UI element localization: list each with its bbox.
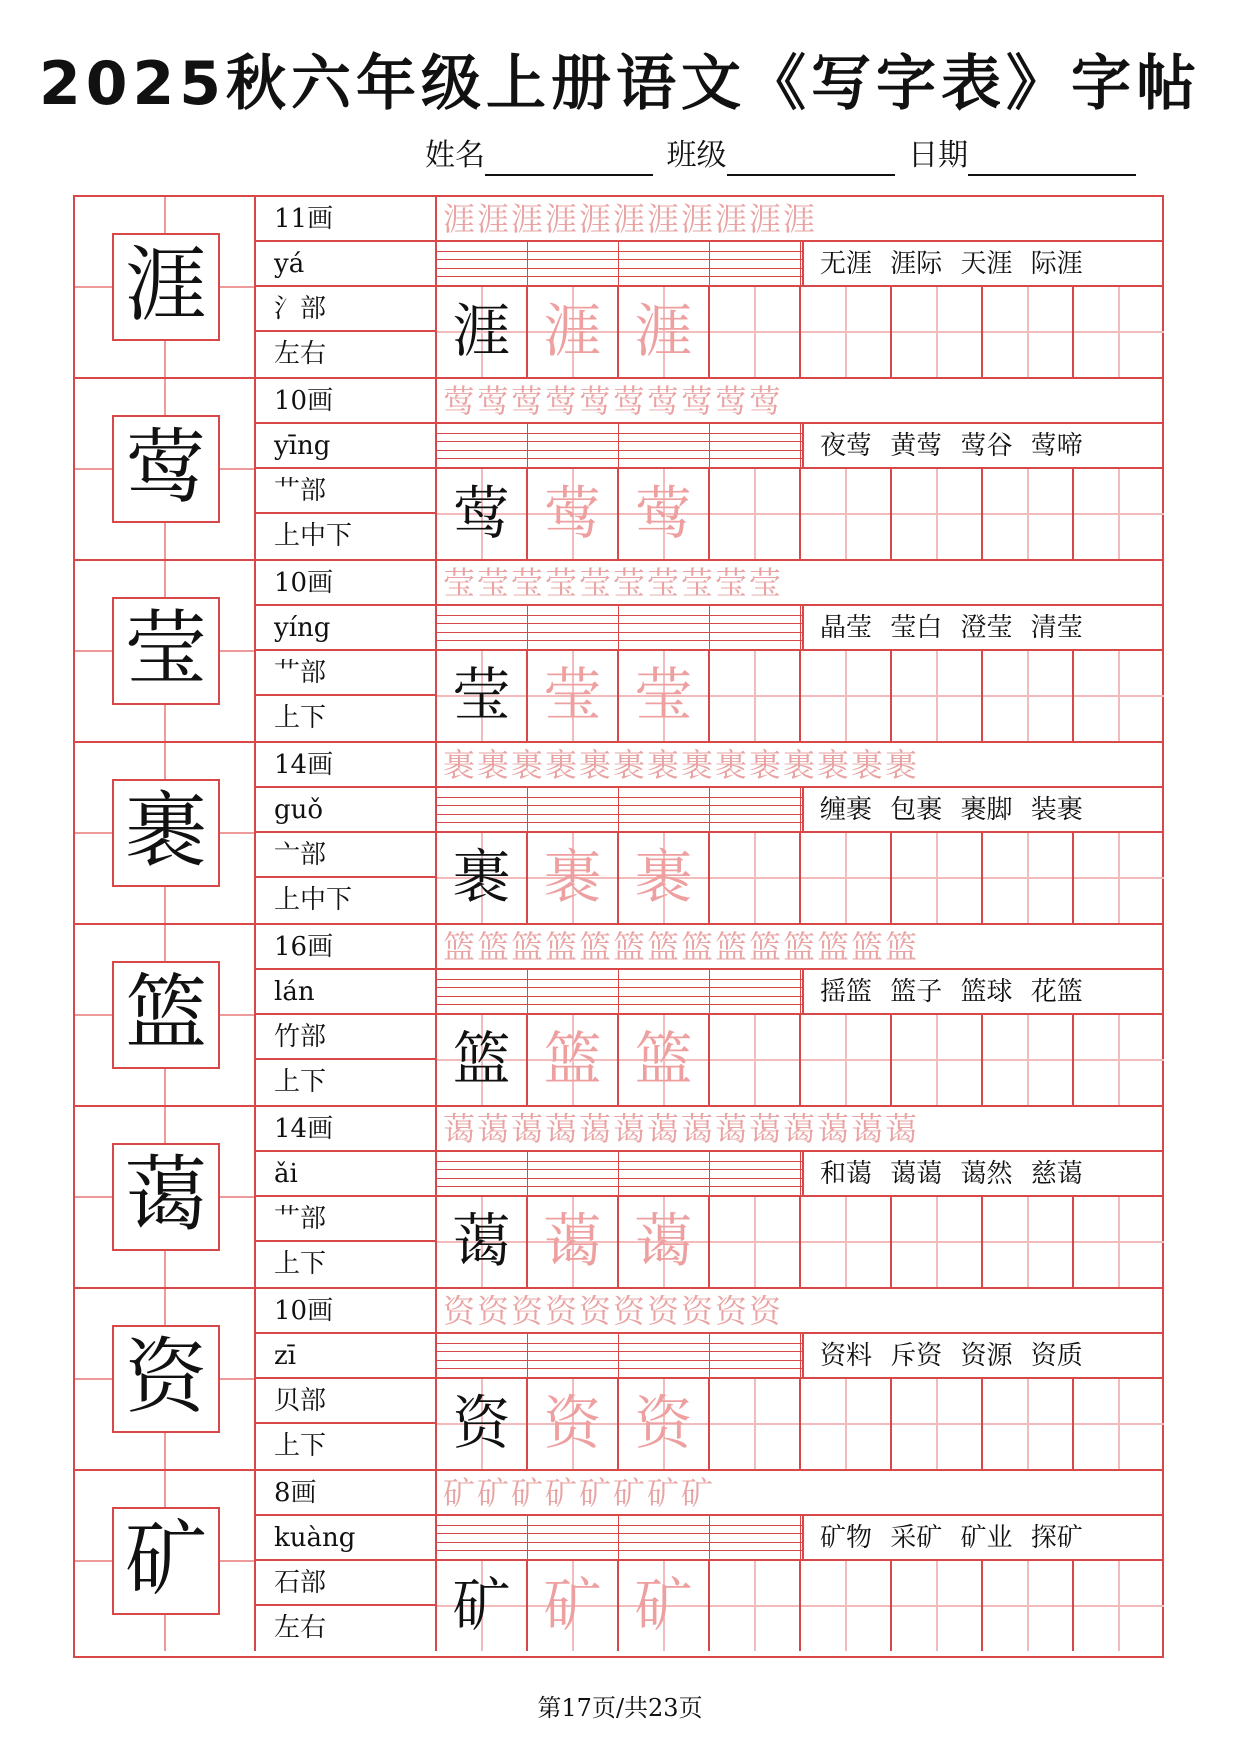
character-row — [75, 1471, 1164, 1653]
stroke-order-trace: 涯涯涯涯涯涯涯涯涯涯涯 — [437, 197, 1164, 242]
writing-box[interactable] — [710, 469, 801, 559]
trace-character: 裹 — [619, 833, 710, 923]
pinyin: lán — [256, 970, 435, 1015]
writing-box[interactable] — [983, 287, 1074, 377]
writing-box[interactable] — [892, 651, 983, 741]
trace-character: 资 — [619, 1379, 710, 1469]
writing-box[interactable] — [801, 1015, 892, 1105]
trace-character: 涯 — [619, 287, 710, 377]
character-row — [75, 1107, 1164, 1289]
trace-character: 篮 — [619, 1015, 710, 1105]
model-character-cell — [75, 379, 256, 559]
writing-box[interactable] — [1074, 833, 1164, 923]
model-character-cell — [75, 1471, 256, 1651]
structure: 上下 — [274, 1431, 327, 1461]
character-row — [75, 197, 1164, 379]
word-list: 晶莹 莹白 澄莹 清莹 — [802, 606, 1164, 651]
page-number: 第17页/共23页 — [537, 1694, 703, 1722]
writing-box[interactable] — [801, 833, 892, 923]
trace-character: 矿 — [619, 1561, 710, 1651]
writing-box[interactable] — [1074, 1015, 1164, 1105]
word-list: 夜莺 黄莺 莺谷 莺啼 — [802, 424, 1164, 469]
class-label: 班级 — [666, 138, 727, 173]
structure: 上下 — [274, 703, 327, 733]
writing-box[interactable] — [1074, 1379, 1164, 1469]
stroke-count: 11画 — [256, 197, 435, 242]
model-character: 莺 — [112, 415, 220, 523]
character-info — [256, 561, 437, 741]
practice-sheet — [73, 195, 1164, 1658]
character-info — [256, 379, 437, 559]
writing-box[interactable] — [983, 1379, 1074, 1469]
sample-character: 涯 — [437, 287, 528, 377]
radical: 艹部 — [256, 651, 435, 696]
pinyin-writing-lines[interactable] — [437, 788, 802, 833]
trace-character: 莺 — [528, 469, 619, 559]
writing-box[interactable] — [983, 1015, 1074, 1105]
writing-box[interactable] — [801, 469, 892, 559]
date-field[interactable] — [968, 138, 1136, 176]
pinyin: zī — [256, 1334, 435, 1379]
writing-box[interactable] — [892, 833, 983, 923]
model-character: 篮 — [112, 961, 220, 1069]
writing-box[interactable] — [1074, 1197, 1164, 1287]
pinyin: yīng — [256, 424, 435, 469]
model-character-cell — [75, 1289, 256, 1469]
sample-character: 矿 — [437, 1561, 528, 1651]
trace-character: 涯 — [528, 287, 619, 377]
radical: 竹部 — [256, 1015, 435, 1060]
tian-grid — [437, 469, 1164, 559]
stroke-count: 8画 — [256, 1471, 435, 1516]
stroke-count: 10画 — [256, 561, 435, 606]
pinyin: yíng — [256, 606, 435, 651]
writing-box[interactable] — [801, 651, 892, 741]
writing-box[interactable] — [801, 287, 892, 377]
writing-box[interactable] — [1074, 651, 1164, 741]
writing-box[interactable] — [801, 1197, 892, 1287]
writing-box[interactable] — [892, 1015, 983, 1105]
model-character-cell — [75, 743, 256, 923]
structure: 左右 — [274, 1613, 327, 1643]
character-info — [256, 1107, 437, 1287]
character-row — [75, 561, 1164, 743]
writing-box[interactable] — [710, 651, 801, 741]
model-character: 资 — [112, 1325, 220, 1433]
model-character: 裹 — [112, 779, 220, 887]
model-character: 涯 — [112, 233, 220, 341]
writing-box[interactable] — [983, 651, 1074, 741]
student-info — [425, 136, 1140, 180]
trace-character: 莺 — [619, 469, 710, 559]
trace-character: 资 — [528, 1379, 619, 1469]
writing-box[interactable] — [892, 1561, 983, 1651]
writing-box[interactable] — [710, 833, 801, 923]
word-list: 摇篮 篮子 篮球 花篮 — [802, 970, 1164, 1015]
writing-box[interactable] — [710, 1379, 801, 1469]
pinyin: ǎi — [256, 1152, 435, 1197]
pinyin-writing-lines[interactable] — [437, 424, 802, 469]
writing-box[interactable] — [983, 1197, 1074, 1287]
tian-grid — [437, 1197, 1164, 1287]
name-label: 姓名 — [425, 138, 485, 173]
sample-character: 资 — [437, 1379, 528, 1469]
writing-box[interactable] — [1074, 1561, 1164, 1651]
tian-grid — [437, 1379, 1164, 1469]
sample-character: 莺 — [437, 469, 528, 559]
radical: 石部 — [256, 1561, 435, 1606]
radical: 艹部 — [256, 469, 435, 514]
character-row — [75, 743, 1164, 925]
pinyin-writing-lines[interactable] — [437, 1152, 802, 1197]
writing-box[interactable] — [892, 469, 983, 559]
trace-character: 篮 — [528, 1015, 619, 1105]
trace-character: 矿 — [528, 1561, 619, 1651]
writing-box[interactable] — [892, 1379, 983, 1469]
stroke-order-trace: 莹莹莹莹莹莹莹莹莹莹 — [437, 561, 1164, 606]
writing-box[interactable] — [710, 1015, 801, 1105]
stroke-count: 10画 — [256, 379, 435, 424]
trace-character: 莹 — [619, 651, 710, 741]
class-field[interactable] — [727, 138, 895, 176]
sample-character: 莹 — [437, 651, 528, 741]
word-list: 无涯 涯际 天涯 际涯 — [802, 242, 1164, 287]
pinyin-writing-lines[interactable] — [437, 606, 802, 651]
writing-box[interactable] — [801, 1379, 892, 1469]
structure: 上中下 — [274, 885, 353, 915]
writing-box[interactable] — [983, 469, 1074, 559]
trace-character: 莹 — [528, 651, 619, 741]
structure: 上下 — [274, 1249, 327, 1279]
tian-grid — [437, 1561, 1164, 1651]
character-info — [256, 1289, 437, 1469]
model-character-cell — [75, 561, 256, 741]
stroke-order-trace: 矿矿矿矿矿矿矿矿 — [437, 1471, 1164, 1516]
model-character-cell — [75, 1107, 256, 1287]
word-list: 和蔼 蔼蔼 蔼然 慈蔼 — [802, 1152, 1164, 1197]
name-field[interactable] — [485, 138, 653, 176]
pinyin-writing-lines[interactable] — [437, 242, 802, 287]
word-list: 缠裹 包裹 裹脚 装裹 — [802, 788, 1164, 833]
pinyin-writing-lines[interactable] — [437, 1516, 802, 1561]
character-row — [75, 1289, 1164, 1471]
writing-box[interactable] — [1074, 287, 1164, 377]
writing-box[interactable] — [710, 1197, 801, 1287]
pinyin: guǒ — [256, 788, 435, 833]
writing-box[interactable] — [1074, 469, 1164, 559]
structure: 上下 — [274, 1067, 327, 1097]
tian-grid — [437, 833, 1164, 923]
character-info — [256, 197, 437, 377]
stroke-order-trace: 莺莺莺莺莺莺莺莺莺莺 — [437, 379, 1164, 424]
trace-character: 蔼 — [528, 1197, 619, 1287]
sample-character: 蔼 — [437, 1197, 528, 1287]
stroke-order-trace: 蔼蔼蔼蔼蔼蔼蔼蔼蔼蔼蔼蔼蔼蔼 — [437, 1107, 1164, 1152]
structure: 左右 — [274, 339, 327, 369]
stroke-count: 14画 — [256, 743, 435, 788]
model-character-cell — [75, 925, 256, 1105]
character-info — [256, 743, 437, 923]
character-row — [75, 379, 1164, 561]
model-character: 矿 — [112, 1507, 220, 1615]
stroke-order-trace: 裹裹裹裹裹裹裹裹裹裹裹裹裹裹 — [437, 743, 1164, 788]
word-list: 资料 斥资 资源 资质 — [802, 1334, 1164, 1379]
word-list: 矿物 采矿 矿业 探矿 — [802, 1516, 1164, 1561]
stroke-count: 16画 — [256, 925, 435, 970]
writing-box[interactable] — [710, 1561, 801, 1651]
stroke-order-trace: 篮篮篮篮篮篮篮篮篮篮篮篮篮篮 — [437, 925, 1164, 970]
model-character: 莹 — [112, 597, 220, 705]
tian-grid — [437, 287, 1164, 377]
sample-character: 篮 — [437, 1015, 528, 1105]
model-character-cell — [75, 197, 256, 377]
writing-box[interactable] — [710, 287, 801, 377]
pinyin: kuàng — [256, 1516, 435, 1561]
stroke-order-trace: 资资资资资资资资资资 — [437, 1289, 1164, 1334]
radical: 艹部 — [256, 1197, 435, 1242]
trace-character: 裹 — [528, 833, 619, 923]
stroke-count: 14画 — [256, 1107, 435, 1152]
writing-box[interactable] — [983, 1561, 1074, 1651]
pinyin: yá — [256, 242, 435, 287]
page-title: 2025秋六年级上册语文《写字表》字帖 — [39, 49, 1201, 119]
tian-grid — [437, 1015, 1164, 1105]
radical: 贝部 — [256, 1379, 435, 1424]
date-label: 日期 — [908, 138, 969, 173]
structure: 上中下 — [274, 521, 353, 551]
radical: 氵部 — [256, 287, 435, 332]
writing-box[interactable] — [892, 1197, 983, 1287]
sample-character: 裹 — [437, 833, 528, 923]
character-row — [75, 925, 1164, 1107]
writing-box[interactable] — [892, 287, 983, 377]
radical: 亠部 — [256, 833, 435, 878]
model-character: 蔼 — [112, 1143, 220, 1251]
character-info — [256, 1471, 437, 1651]
writing-box[interactable] — [983, 833, 1074, 923]
trace-character: 蔼 — [619, 1197, 710, 1287]
writing-box[interactable] — [801, 1561, 892, 1651]
pinyin-writing-lines[interactable] — [437, 970, 802, 1015]
stroke-count: 10画 — [256, 1289, 435, 1334]
pinyin-writing-lines[interactable] — [437, 1334, 802, 1379]
character-info — [256, 925, 437, 1105]
tian-grid — [437, 651, 1164, 741]
